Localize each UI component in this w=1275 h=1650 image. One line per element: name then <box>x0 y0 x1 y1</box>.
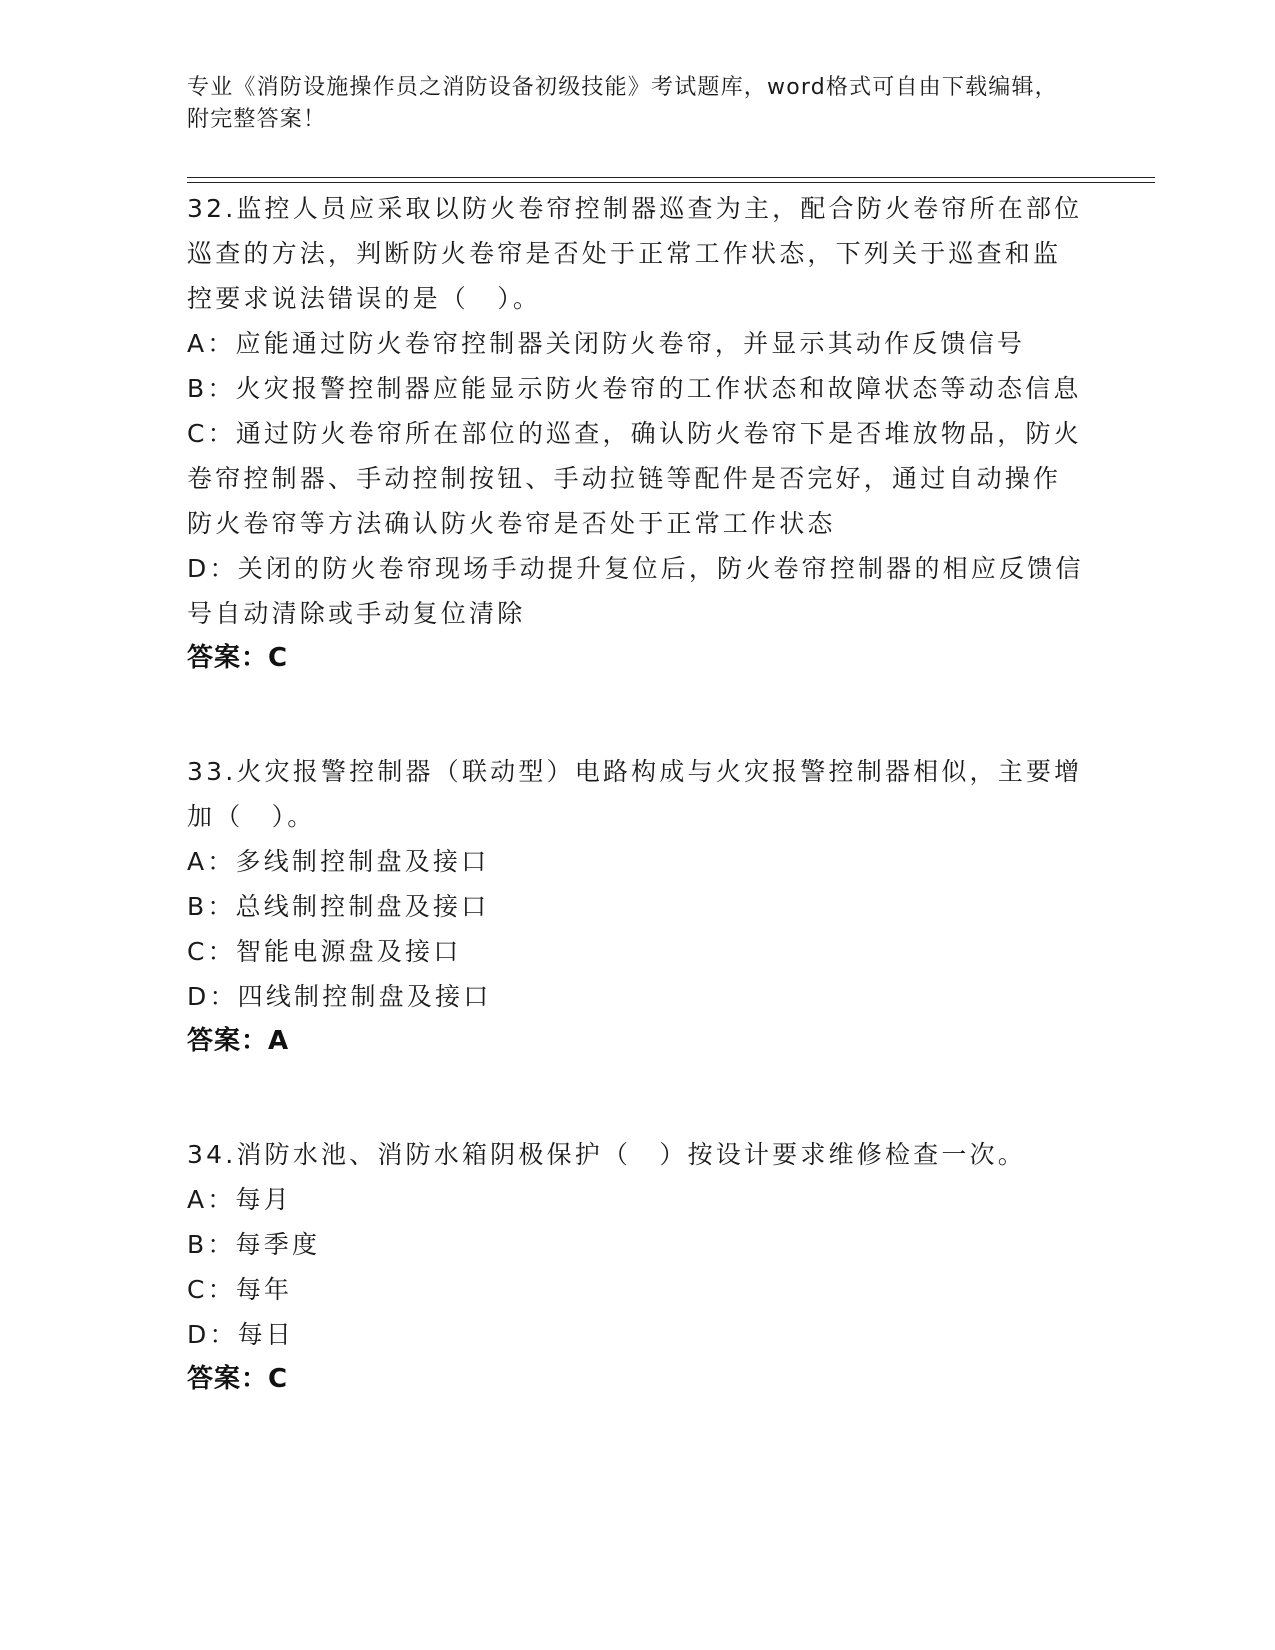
answer-line <box>187 636 1087 681</box>
question-list <box>187 186 1087 1402</box>
question-stem: 34.消防水池、消防水箱阴极保护（ ）按设计要求维修检查一次。 <box>187 1140 1026 1169</box>
option-d: D：关闭的防火卷帘现场手动提升复位后，防火卷帘控制器的相应反馈信号自动清除或手动复位清除 <box>187 554 1084 628</box>
option-a: A：应能通过防火卷帘控制器关闭防火卷帘，并显示其动作反馈信号 <box>187 329 1026 358</box>
answer-value: C <box>268 1364 289 1394</box>
answer-label: 答案： <box>187 1364 269 1394</box>
question-34 <box>187 1132 1087 1402</box>
answer-label: 答案： <box>187 1026 269 1056</box>
option-c: C：智能电源盘及接口 <box>187 937 462 966</box>
option-d: D：每日 <box>187 1320 295 1349</box>
question-32 <box>187 186 1087 681</box>
option-a: A：每月 <box>187 1185 292 1214</box>
answer-line <box>187 1019 1087 1064</box>
option-a: A：多线制控制盘及接口 <box>187 847 490 876</box>
header-divider-bottom <box>187 182 1155 183</box>
answer-value: C <box>268 643 289 673</box>
option-b: B：总线制控制盘及接口 <box>187 892 490 921</box>
option-c: C：通过防火卷帘所在部位的巡查，确认防火卷帘下是否堆放物品，防火卷帘控制器、手动控制按钮、手动拉链等配件是否完好，通过自动操作防火卷帘等方法确认防火卷帘是否处于正常工作状态 <box>187 419 1082 538</box>
question-33 <box>187 749 1087 1064</box>
option-d: D：四线制控制盘及接口 <box>187 982 492 1011</box>
option-c: C：每年 <box>187 1275 293 1304</box>
question-stem: 33.火灾报警控制器（联动型）电路构成与火灾报警控制器相似，主要增加（ ）。 <box>187 757 1083 831</box>
option-b: B：每季度 <box>187 1230 321 1259</box>
document-header: 专业《消防设施操作员之消防设备初级技能》考试题库，word格式可自由下载编辑，附完整答案！ <box>187 75 1058 132</box>
answer-label: 答案： <box>187 643 269 673</box>
header-divider-top <box>187 177 1155 178</box>
option-b: B：火灾报警控制器应能显示防火卷帘的工作状态和故障状态等动态信息 <box>187 374 1082 403</box>
answer-value: A <box>268 1026 290 1056</box>
answer-line <box>187 1357 1087 1402</box>
question-stem: 32.监控人员应采取以防火卷帘控制器巡查为主，配合防火卷帘所在部位巡查的方法，判断防火卷帘是否处于正常工作状态，下列关于巡查和监控要求说法错误的是（ ）。 <box>187 194 1083 313</box>
